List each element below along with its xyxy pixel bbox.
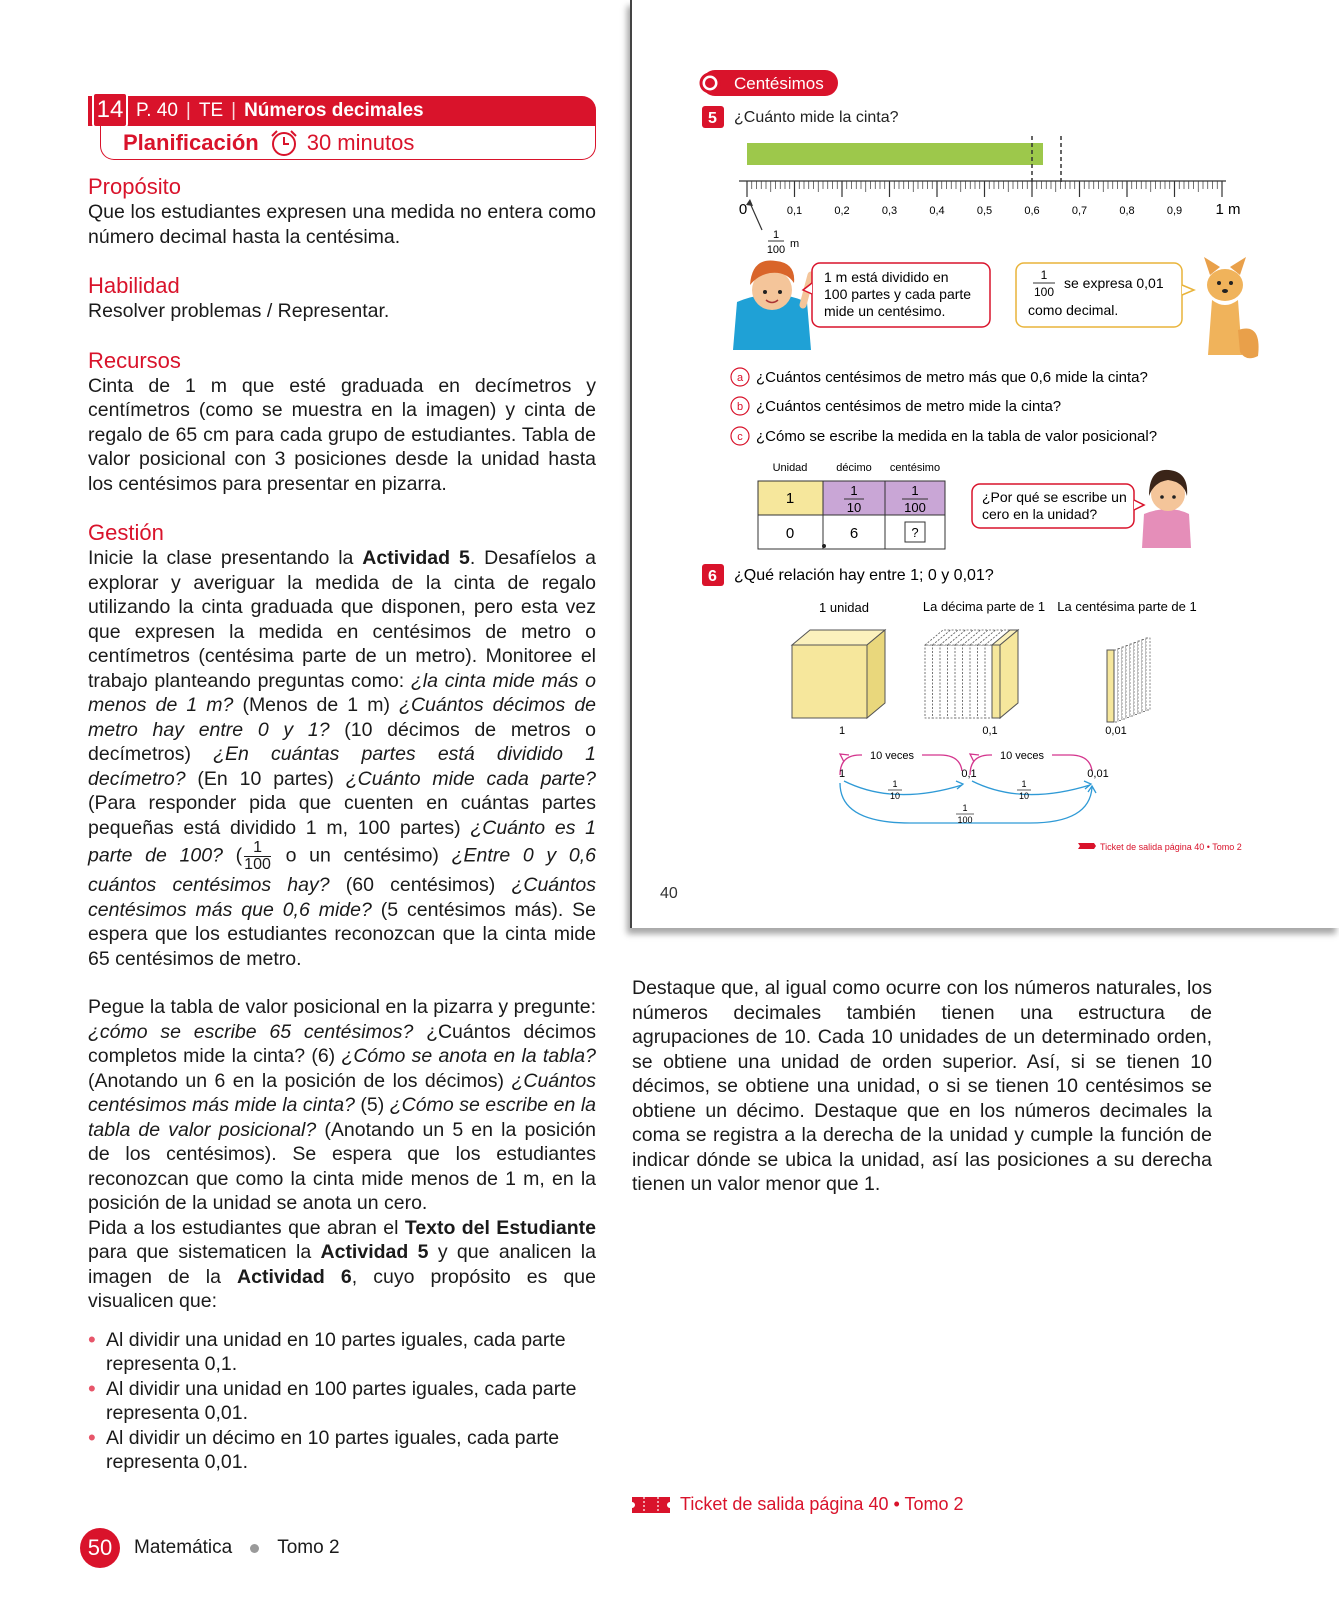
gestion-paragraph-2: Pegue la tabla de valor posicional en la pizarra y pregunte: ¿cómo se escribe 65 centésimos? ¿Cuántos décimos completos mide la cinta? (6) ¿Cómo se anota en la tabla? (Anotando un 6 en la posición de los décimos) ¿Cuántos centésimos más mide la cinta? (5) ¿Cómo se escribe en la tabla de valor posicional? (Anotando un 5 en la posición de los centésimos). Se espera que los estudiantes reconozcan que como la cinta mide menos de 1 m, en la posición de la unidad se anota un cero.: [88, 996, 596, 1214]
ruler-tick-label: 0,3: [881, 205, 898, 217]
speech-bubble-3: [972, 484, 1144, 528]
ruler-tick-label: 0,1: [786, 205, 803, 217]
svg-text:1: 1: [838, 768, 846, 780]
svg-text:0,1: 0,1: [961, 768, 977, 780]
planning-label: Planificación: [123, 129, 259, 155]
svg-text:10: 10: [1018, 791, 1030, 801]
speech-bubble-1: [803, 263, 990, 327]
footer-dot: [250, 1544, 259, 1553]
ruler: [739, 181, 1226, 197]
ruler-tick-label: 0,9: [1166, 205, 1183, 217]
gift-tape: [747, 143, 1043, 165]
cube-label-unit: 1 unidad: [819, 600, 869, 615]
section-text: Cinta de 1 m que esté graduada en decímetros y centímetros (como se muestra en la imagen) y cinta de regalo de 65 cm para cada grupo de estudiantes. Tabla de valor posicional con 3 posiciones desde la unidad hasta los centésimos para presentar en pizarra.: [88, 374, 596, 495]
svg-text:100 partes y cada parte: 100 partes y cada parte: [824, 286, 972, 302]
section-tab: [701, 70, 838, 96]
book-ticket: [1078, 842, 1242, 852]
fraction-one-hundredth: $\frac{1}{100}$: [244, 839, 271, 873]
ruler-labels: [739, 201, 1241, 218]
section-proposito: [88, 174, 596, 249]
svg-text:100: 100: [904, 500, 926, 515]
small-frac-unit: m: [790, 238, 800, 250]
exit-ticket-reference: [632, 1494, 963, 1515]
svg-text:100: 100: [1033, 285, 1055, 299]
svg-text:¿Cuántos centésimos de metro m: ¿Cuántos centésimos de metro mide la cinta?: [756, 398, 1062, 415]
q5-number: 5: [708, 110, 717, 127]
bullet-list: [88, 1328, 596, 1475]
svg-text:1: 1: [962, 803, 968, 813]
book-page-number: 40: [660, 885, 678, 902]
section-text: Que los estudiantes expresen una medida no entera como número decimal hasta la centésima.: [88, 201, 596, 248]
svg-text:10 veces: 10 veces: [999, 750, 1045, 762]
gestion-paragraph-1: Inicie la clase presentando la Actividad 5. Desafíelos a explorar y averiguar la medida de la cinta de regalo utilizando la cinta graduada que disponen, pero esta vez que expresen la medida en centésimos de metro o centímetros (centésima parte de un metro). Monitoree el trabajo planteando preguntas como: ¿la cinta mide más o menos de 1 m? (Menos de 1 m) ¿Cuántos décimos de metro hay entre 0 y 1? (10 décimos de metros o decímetros) ¿En cuántas partes está dividido 1 decímetro? (En 10 partes) ¿Cuánto mide cada parte? (Para responder pida que cuenten en cuántas partes pequeñas está dividido 1 m, 100 partes) ¿Cuánto es 1 parte de 100? ( $\frac{1}{100}$ o un centésimo) ¿Entre 0 y 0,6 cuántos centésimos hay? (60 centésimos) ¿Cuántos centésimos más que 0,6 mide? (5 centésimos más). Se espera que los estudiantes reconozcan que la cinta mide 65 centésimos de metro.: [88, 547, 597, 970]
boy-character: [733, 261, 811, 351]
svg-text:como decimal.: como decimal.: [1028, 302, 1119, 318]
svg-text:1 m está dividido en: 1 m está dividido en: [824, 269, 949, 285]
lesson-banner: [88, 96, 596, 160]
svg-text:cero en la unidad?: cero en la unidad?: [982, 506, 1098, 522]
ruler-tick-label: 0: [738, 201, 748, 218]
ticket-icon: [632, 1495, 670, 1515]
svg-text:¿Cuántos centésimos de metro m: ¿Cuántos centésimos de metro más que 0,6 mide la cinta?: [756, 369, 1148, 386]
right-paragraph: Destaque que, al igual como ocurre con los números naturales, los números decimales también tienen una estructura de agrupaciones de 10. Cada 10 unidades de un determinado orden, se obtiene una unidad de orden superior. Así, si se tienen 10 décimos, se obtiene una unidad, o si se tienen 10 centésimos se obtiene un décimo. Destaque que en los números decimales la coma se registra a la derecha de la unidad y cumple la función de indicar dónde se ubica la unidad, así las posiciones a su derecha tienen un valor menor que 1.: [632, 977, 1212, 1195]
svg-text:Unidad: Unidad: [772, 462, 808, 474]
page-number: 50: [80, 1528, 120, 1568]
section-recursos: [88, 348, 596, 497]
ruler-tick-label: 0,8: [1119, 205, 1135, 217]
ruler-tick-label: 0,4: [929, 205, 945, 217]
svg-text:100: 100: [957, 815, 973, 825]
ticket-label: Ticket de salida página 40 • Tomo 2: [680, 1494, 964, 1514]
cube-value-3: 0,01: [1105, 725, 1127, 737]
ruler-tick-label: 0,6: [1024, 205, 1040, 217]
planning-bar: [100, 126, 596, 160]
cube-value-1: 1: [838, 725, 846, 737]
list-item: • Al dividir una unidad en 100 partes iguales, cada parte representa 0,01.: [88, 1377, 596, 1426]
ruler-tick-label: 0,2: [834, 205, 850, 217]
svg-text:10: 10: [889, 791, 901, 801]
section-heading: Habilidad: [88, 273, 180, 298]
pointer-arrow: [750, 203, 762, 230]
list-item: • Al dividir una unidad en 10 partes iguales, cada parte representa 0,1.: [88, 1328, 596, 1377]
svg-text:a: a: [736, 372, 744, 384]
svg-text:¿Cómo se escribe la medida en: ¿Cómo se escribe la medida en la tabla de valor posicional?: [756, 428, 1158, 445]
ruler-tick-label: 0,7: [1071, 205, 1088, 217]
footer-tomo: Tomo 2: [277, 1537, 340, 1558]
footer-subject: Matemática: [134, 1537, 233, 1558]
duration-label: 30 minutos: [306, 129, 415, 155]
question-c: [731, 427, 1157, 445]
section-heading: Gestión: [88, 520, 164, 545]
speech-bubble-2: [1016, 263, 1194, 327]
section-heading: Propósito: [88, 174, 181, 199]
section-heading: Recursos: [88, 347, 181, 373]
question-a: [731, 368, 1148, 386]
gestion-paragraph-3: Pida a los estudiantes que abran el Texto del Estudiante para que sistematicen la Actividad 5 y que analicen la imagen de la Actividad 6, cuyo propósito es que visualicen que:: [88, 1216, 596, 1312]
svg-text:1: 1: [850, 483, 858, 498]
small-frac-den: 100: [766, 244, 786, 256]
page-footer: [80, 1528, 340, 1568]
girl-character: [1142, 470, 1191, 548]
svg-text:10 veces: 10 veces: [869, 750, 915, 762]
place-value-table: [758, 462, 945, 549]
banner-te: TE: [198, 100, 224, 121]
tenth-slab-stack: [925, 630, 1019, 718]
svg-text:b: b: [736, 401, 744, 413]
alarm-clock-icon: [269, 129, 299, 157]
svg-text:1: 1: [911, 483, 919, 498]
lesson-number: 14: [92, 92, 128, 128]
section-habilidad: [88, 273, 596, 324]
svg-text:¿Por qué se escribe un: ¿Por qué se escribe un: [982, 489, 1127, 505]
svg-text:1: 1: [1040, 268, 1048, 282]
cube-label-tenth: La décima parte de 1: [922, 599, 1046, 614]
ruler-tick-label: 1 m: [1215, 201, 1241, 218]
svg-text:mide un centésimo.: mide un centésimo.: [824, 303, 946, 319]
tab-title: Centésimos: [734, 74, 824, 93]
svg-text:1: 1: [785, 490, 795, 507]
student-book-page: [630, 0, 1339, 928]
svg-text:1: 1: [892, 779, 898, 789]
svg-text:centésimo: centésimo: [889, 462, 941, 474]
banner-separator: |: [231, 100, 237, 121]
question-b: [731, 397, 1061, 415]
q6-text: ¿Qué relación hay entre 1; 0 y 0,01?: [734, 567, 994, 584]
svg-text:?: ?: [911, 525, 919, 540]
banner-page: P. 40: [136, 100, 178, 121]
svg-text:10: 10: [846, 500, 862, 515]
banner-separator: |: [185, 100, 191, 121]
q5-text: ¿Cuánto mide la cinta?: [734, 109, 899, 126]
svg-text:décimo: décimo: [836, 462, 872, 474]
svg-text:0,01: 0,01: [1087, 768, 1109, 780]
list-item: • Al dividir un décimo en 10 partes iguales, cada parte representa 0,01.: [88, 1426, 596, 1475]
cube-value-2: 0,1: [982, 725, 998, 737]
svg-text:0: 0: [785, 525, 795, 542]
book-illustration: [632, 0, 1339, 928]
svg-text:se expresa 0,01: se expresa 0,01: [1064, 275, 1164, 291]
svg-text:Ticket de salida página 40 • T: Ticket de salida página 40 • Tomo 2: [1100, 842, 1242, 852]
relation-diagram: [839, 748, 1109, 825]
cube-label-hundredth: La centésima parte de 1: [1057, 599, 1197, 614]
section-text: Resolver problemas / Representar.: [88, 300, 390, 322]
hundredth-rod-stack: [1107, 638, 1150, 722]
left-column: [88, 96, 596, 1475]
right-column: [632, 976, 1212, 1197]
ruler-tick-label: 0,5: [976, 205, 993, 217]
svg-text:6: 6: [849, 525, 859, 542]
section-gestion: [88, 520, 596, 1475]
banner-title: Números decimales: [244, 100, 424, 121]
fox-character: [1204, 257, 1259, 358]
svg-text:c: c: [737, 431, 743, 443]
svg-text:1: 1: [1021, 779, 1027, 789]
banner-header: [88, 96, 596, 126]
q6-number: 6: [708, 568, 717, 585]
unit-cube: [792, 630, 885, 718]
small-frac-num: 1: [772, 229, 780, 241]
